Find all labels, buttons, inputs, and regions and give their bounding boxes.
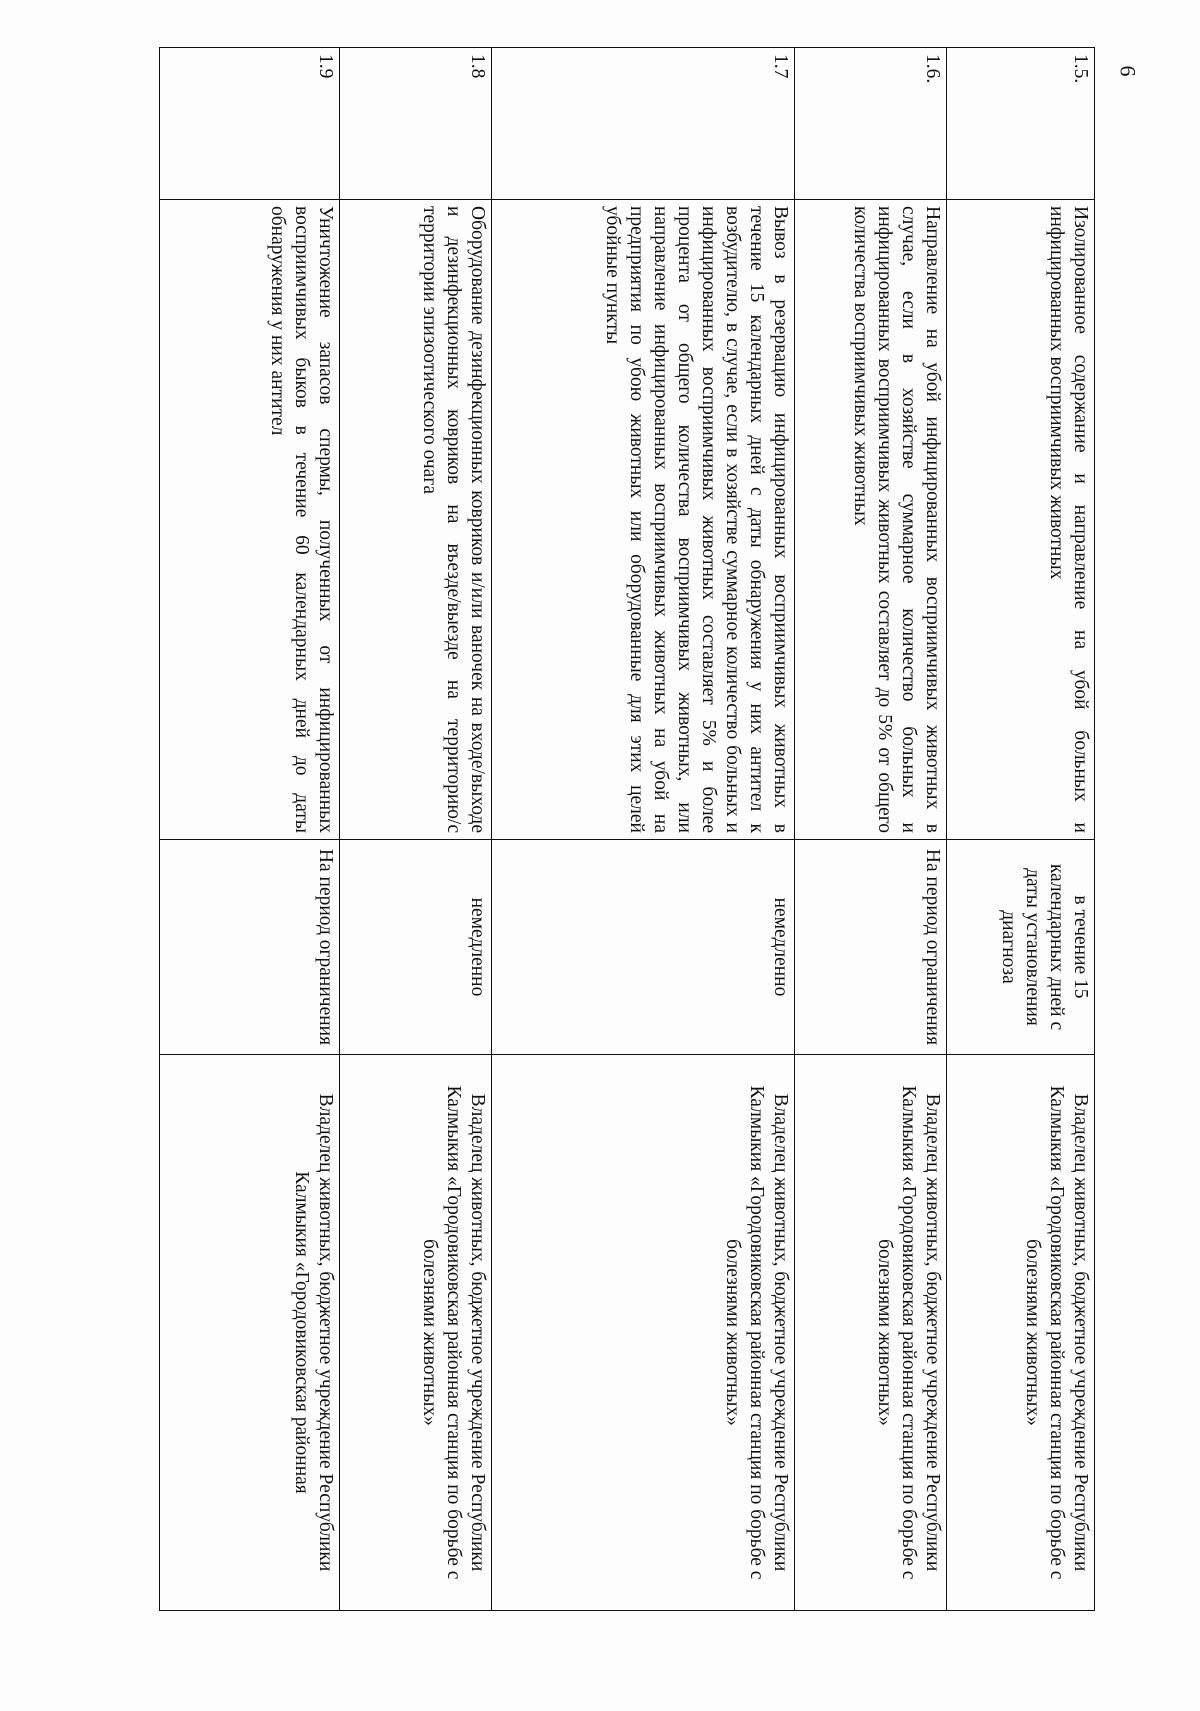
rotated-table-container <box>160 47 1095 1610</box>
row-responsible: Владелец животных, бюджетное учреждение Республики Калмыкия «Городовиковская районная станция по борьбе с болезнями животных» <box>492 1055 795 1611</box>
row-number: 1.5. <box>947 48 1095 200</box>
table-row <box>492 48 795 1611</box>
table-row <box>947 48 1095 1611</box>
page-number: 6 <box>1115 65 1141 77</box>
row-term: На период ограничения <box>795 840 947 1055</box>
row-term: немедленно <box>340 840 492 1055</box>
table-row <box>160 48 340 1611</box>
row-action: Изолированное содержание и направление на убой больных и инфицированных восприимчивых животных <box>947 200 1095 840</box>
table-row <box>795 48 947 1611</box>
row-action: Вывоз в резервацию инфицированных восприимчивых животных в течение 15 календарных дней с даты обнаружения у них антител к возбудителю, в случае, если в хозяйстве суммарное количество больных и инфицированных восприимчивых животных составляет 5% и более процента от общего количества восприимчивых животных, или направление инфицированных восприимчивых животных на убой на предприятия по убою животных или оборудованные для этих целей убойные пункты <box>492 200 795 840</box>
row-number: 1.8 <box>340 48 492 200</box>
table-row <box>340 48 492 1611</box>
row-action: Оборудование дезинфекционных ковриков и/или ваночек на входе/выходе и дезинфекционных ковриков на въезде/выезде на территорию/с территории эпизоотического очага <box>340 200 492 840</box>
row-responsible: Владелец животных, бюджетное учреждение Республики Калмыкия «Городовиковская районная станция по борьбе с болезнями животных» <box>795 1055 947 1611</box>
row-action: Уничтожение запасов спермы, полученных от инфицированных восприимчивых быков в течение 60 календарных дней до даты обнаружения у них антител <box>160 200 340 840</box>
row-term: в течение 15 календарных дней с даты установления диагноза <box>947 840 1095 1055</box>
row-term: На период ограничения <box>160 840 340 1055</box>
row-number: 1.6. <box>795 48 947 200</box>
row-term: немедленно <box>492 840 795 1055</box>
row-responsible: Владелец животных, бюджетное учреждение Республики Калмыкия «Городовиковская районная <box>160 1055 340 1611</box>
row-number: 1.7 <box>492 48 795 200</box>
row-number: 1.9 <box>160 48 340 200</box>
row-responsible: Владелец животных, бюджетное учреждение Республики Калмыкия «Городовиковская районная станция по борьбе с болезнями животных» <box>947 1055 1095 1611</box>
measures-table <box>159 47 1095 1611</box>
row-action: Направление на убой инфицированных восприимчивых животных в случае, если в хозяйстве суммарное количество больных и инфицированных восприимчивых животных составляет до 5% от общего количества восприимчивых животных <box>795 200 947 840</box>
row-responsible: Владелец животных, бюджетное учреждение Республики Калмыкия «Городовиковская районная станция по борьбе с болезнями животных» <box>340 1055 492 1611</box>
